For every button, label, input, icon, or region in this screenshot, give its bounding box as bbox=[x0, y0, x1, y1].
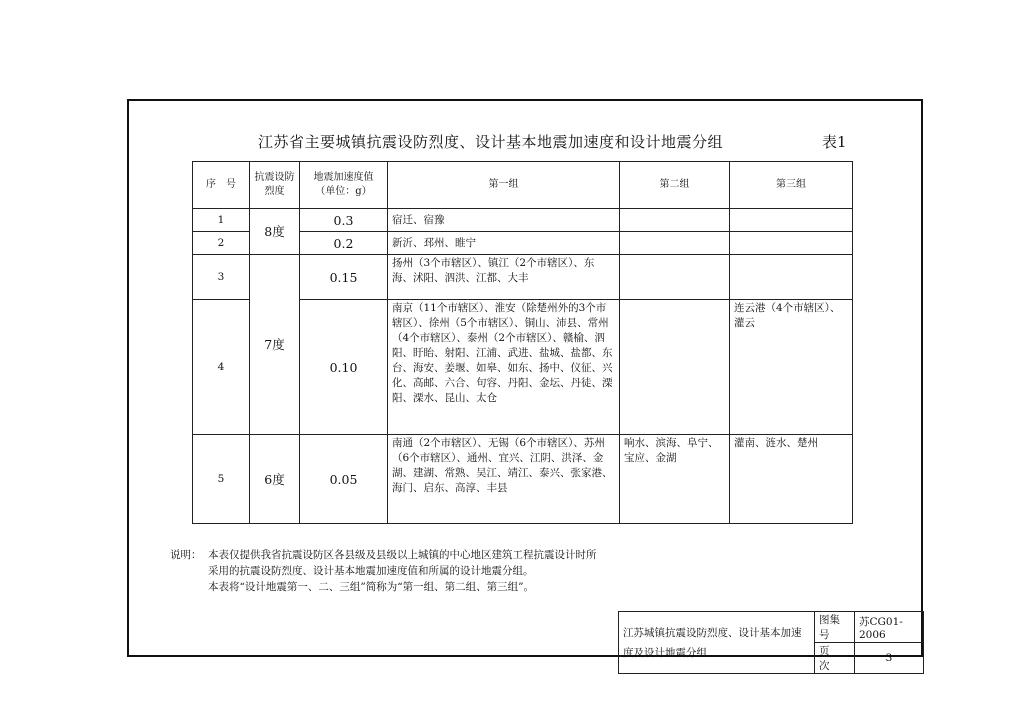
cell-group2: 响水、滨海、阜宁、宝应、金湖 bbox=[620, 435, 730, 524]
cell-group1: 新沂、邳州、睢宁 bbox=[388, 232, 620, 255]
cell-group3 bbox=[730, 209, 853, 232]
cell-group3 bbox=[730, 232, 853, 255]
note-line-1: 本表仅提供我省抗震设防区各县级及县级以上城镇的中心地区建筑工程抗震设计时所采用的抗震设防烈度、设计基本地震加速度值和所属的设计地震分组。 bbox=[208, 549, 597, 577]
atlas-label: 图集号 bbox=[815, 612, 855, 643]
cell-intensity: 7度 bbox=[250, 255, 300, 435]
header-group3: 第三组 bbox=[730, 162, 853, 209]
cell-group3: 连云港（4个市辖区）、灌云 bbox=[730, 300, 853, 435]
atlas-value: 苏CG01-2006 bbox=[855, 612, 924, 643]
cell-seq: 4 bbox=[193, 300, 250, 435]
cell-seq: 3 bbox=[193, 255, 250, 300]
note-line-2: 本表将“设计地震第一、二、三组”简称为“第一组、第二组、第三组”。 bbox=[208, 581, 534, 593]
seismic-table bbox=[192, 161, 853, 524]
cell-acceleration: 0.2 bbox=[300, 232, 388, 255]
header-acceleration: 地震加速度值（单位：g） bbox=[300, 162, 388, 209]
header-group2: 第二组 bbox=[620, 162, 730, 209]
title-block bbox=[618, 611, 924, 674]
table-row bbox=[193, 435, 853, 524]
page-value: 3 bbox=[855, 643, 924, 674]
cell-intensity: 8度 bbox=[250, 209, 300, 255]
cell-group3: 灌南、涟水、楚州 bbox=[730, 435, 853, 524]
cell-acceleration: 0.3 bbox=[300, 209, 388, 232]
header-group1: 第一组 bbox=[388, 162, 620, 209]
cell-acceleration: 0.10 bbox=[300, 300, 388, 435]
cell-group2 bbox=[620, 255, 730, 300]
page-title: 江苏省主要城镇抗震设防烈度、设计基本地震加速度和设计地震分组 bbox=[258, 133, 724, 151]
notes bbox=[170, 547, 600, 595]
cell-group3 bbox=[730, 255, 853, 300]
table-row bbox=[193, 209, 853, 232]
cell-intensity: 6度 bbox=[250, 435, 300, 524]
cell-seq: 1 bbox=[193, 209, 250, 232]
cell-group1: 南京（11个市辖区）、淮安（除楚州外的3个市辖区）、徐州（5个市辖区）、铜山、沛县、常州（4个市辖区）、泰州（2个市辖区）、赣榆、泗阳、盱眙、射阳、江浦、武进、盐城、盐都、东台、海安、姜堰、如皋、如东、扬中、仪征、兴化、高邮、六合、句容、丹阳、金坛、丹徒、溧阳、溧水、昆山、太仓 bbox=[388, 300, 620, 435]
notes-label: 说明： bbox=[170, 549, 202, 561]
table-row bbox=[193, 255, 853, 300]
header-seq: 序 号 bbox=[193, 162, 250, 209]
title-block-name: 江苏城镇抗震设防烈度、设计基本加速度及设计地震分组 bbox=[619, 612, 815, 674]
cell-group2 bbox=[620, 232, 730, 255]
header-intensity: 抗震设防烈度 bbox=[250, 162, 300, 209]
cell-group1: 扬州（3个市辖区）、镇江（2个市辖区）、东海、沭阳、泗洪、江都、大丰 bbox=[388, 255, 620, 300]
table-number: 表1 bbox=[822, 133, 847, 151]
cell-group2 bbox=[620, 209, 730, 232]
cell-acceleration: 0.05 bbox=[300, 435, 388, 524]
cell-seq: 5 bbox=[193, 435, 250, 524]
cell-group1: 南通（2个市辖区）、无锡（6个市辖区）、苏州（6个市辖区）、通州、宜兴、江阴、洪泽、金湖、建湖、常熟、吴江、靖江、泰兴、张家港、海门、启东、高淳、丰县 bbox=[388, 435, 620, 524]
cell-group1: 宿迁、宿豫 bbox=[388, 209, 620, 232]
cell-acceleration: 0.15 bbox=[300, 255, 388, 300]
table-header-row bbox=[193, 162, 853, 209]
page-label: 页 次 bbox=[815, 643, 855, 674]
cell-seq: 2 bbox=[193, 232, 250, 255]
cell-group2 bbox=[620, 300, 730, 435]
